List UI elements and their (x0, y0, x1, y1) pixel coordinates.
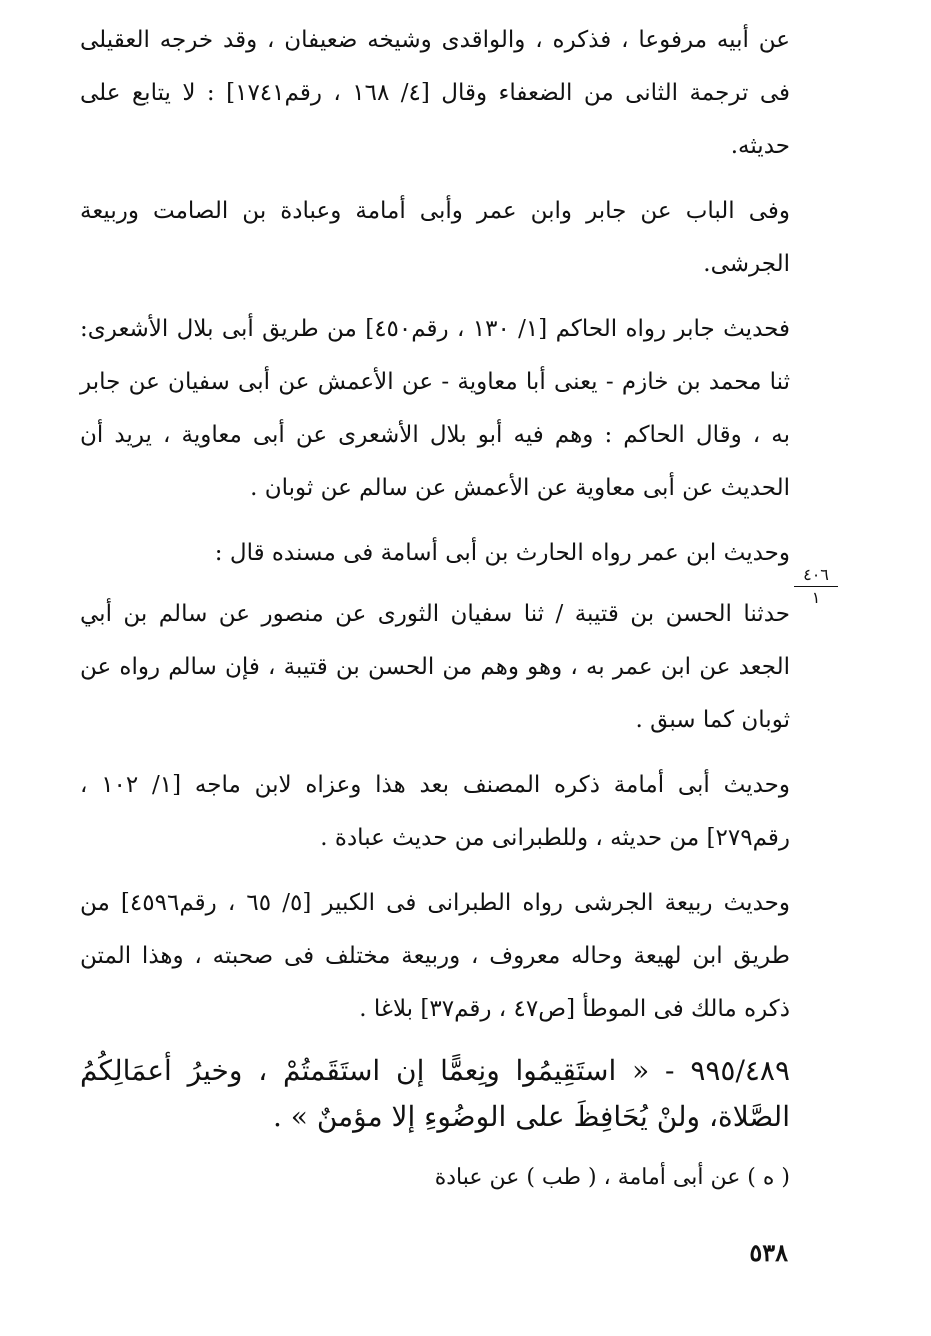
source-symbols: ( ه ) عن أبى أمامة ، ( طب ) عن عبادة (434, 1165, 790, 1190)
paragraph-2: وفى الباب عن جابر وابن عمر وأبى أمامة وعبادة بن الصامت وربيعة الجرشى. (80, 198, 790, 277)
paragraph-5: حدثنا الحسن بن قتيبة / ثنا سفيان الثورى عن منصور عن سالم بن أبي الجعد عن ابن عمر به ، وهو وهم من الحسن بن قتيبة ، فإن سالم رواه عن ثوبان كما سبق . (80, 601, 790, 733)
margin-note-bottom: ١ (811, 588, 821, 607)
margin-note-top: ٤٠٦ (794, 566, 838, 587)
page-number: ٥٣٨ (749, 1238, 788, 1267)
hadith-text: ٩٩٥/٤٨٩ - « استَقِيمُوا ونِعمًّا إن استَقَمتُمْ ، وخيرُ أعمَالِكُمُ الصَّلاة، ولنْ يُحَافِظَ على الوضُوءِ إلا مؤمنٌ » . (80, 1054, 790, 1133)
margin-manuscript-reference (794, 566, 838, 607)
paragraph-3: فحديث جابر رواه الحاكم [١/ ١٣٠ ، رقم٤٥٠] من طريق أبى بلال الأشعرى: ثنا محمد بن خازم - يعنى أبا معاوية - عن الأعمش عن أبى سفيان عن جابر به ، وقال الحاكم : وهم فيه أبو بلال الأشعرى عن أبى معاوية ، يريد أن الحديث عن أبى معاوية عن الأعمش عن سالم عن ثوبان . (80, 316, 790, 501)
page-body (80, 14, 790, 1222)
paragraph-7: وحديث ربيعة الجرشى رواه الطبرانى فى الكبير [٥/ ٦٥ ، رقم٤٥٩٦] من طريق ابن لهيعة وحاله معروف ، وربيعة مختلف فى صحبته ، وهذا المتن ذكره مالك فى الموطأ [ص٤٧ ، رقم٣٧] بلاغا . (80, 890, 790, 1022)
paragraph-6: وحديث أبى أمامة ذكره المصنف بعد هذا وعزاه لابن ماجه [١/ ١٠٢ ، رقم٢٧٩] من حديثه ، وللطبرانى من حديث عبادة . (80, 772, 790, 851)
paragraph-1: عن أبيه مرفوعا ، فذكره ، والواقدى وشيخه ضعيفان ، وقد خرجه العقيلى فى ترجمة الثانى من الضعفاء وقال [٤/ ١٦٨ ، رقم١٧٤١] : لا يتابع على حديثه. (80, 27, 790, 159)
paragraph-4: وحديث ابن عمر رواه الحارث بن أبى أسامة فى مسنده قال : (214, 540, 790, 566)
